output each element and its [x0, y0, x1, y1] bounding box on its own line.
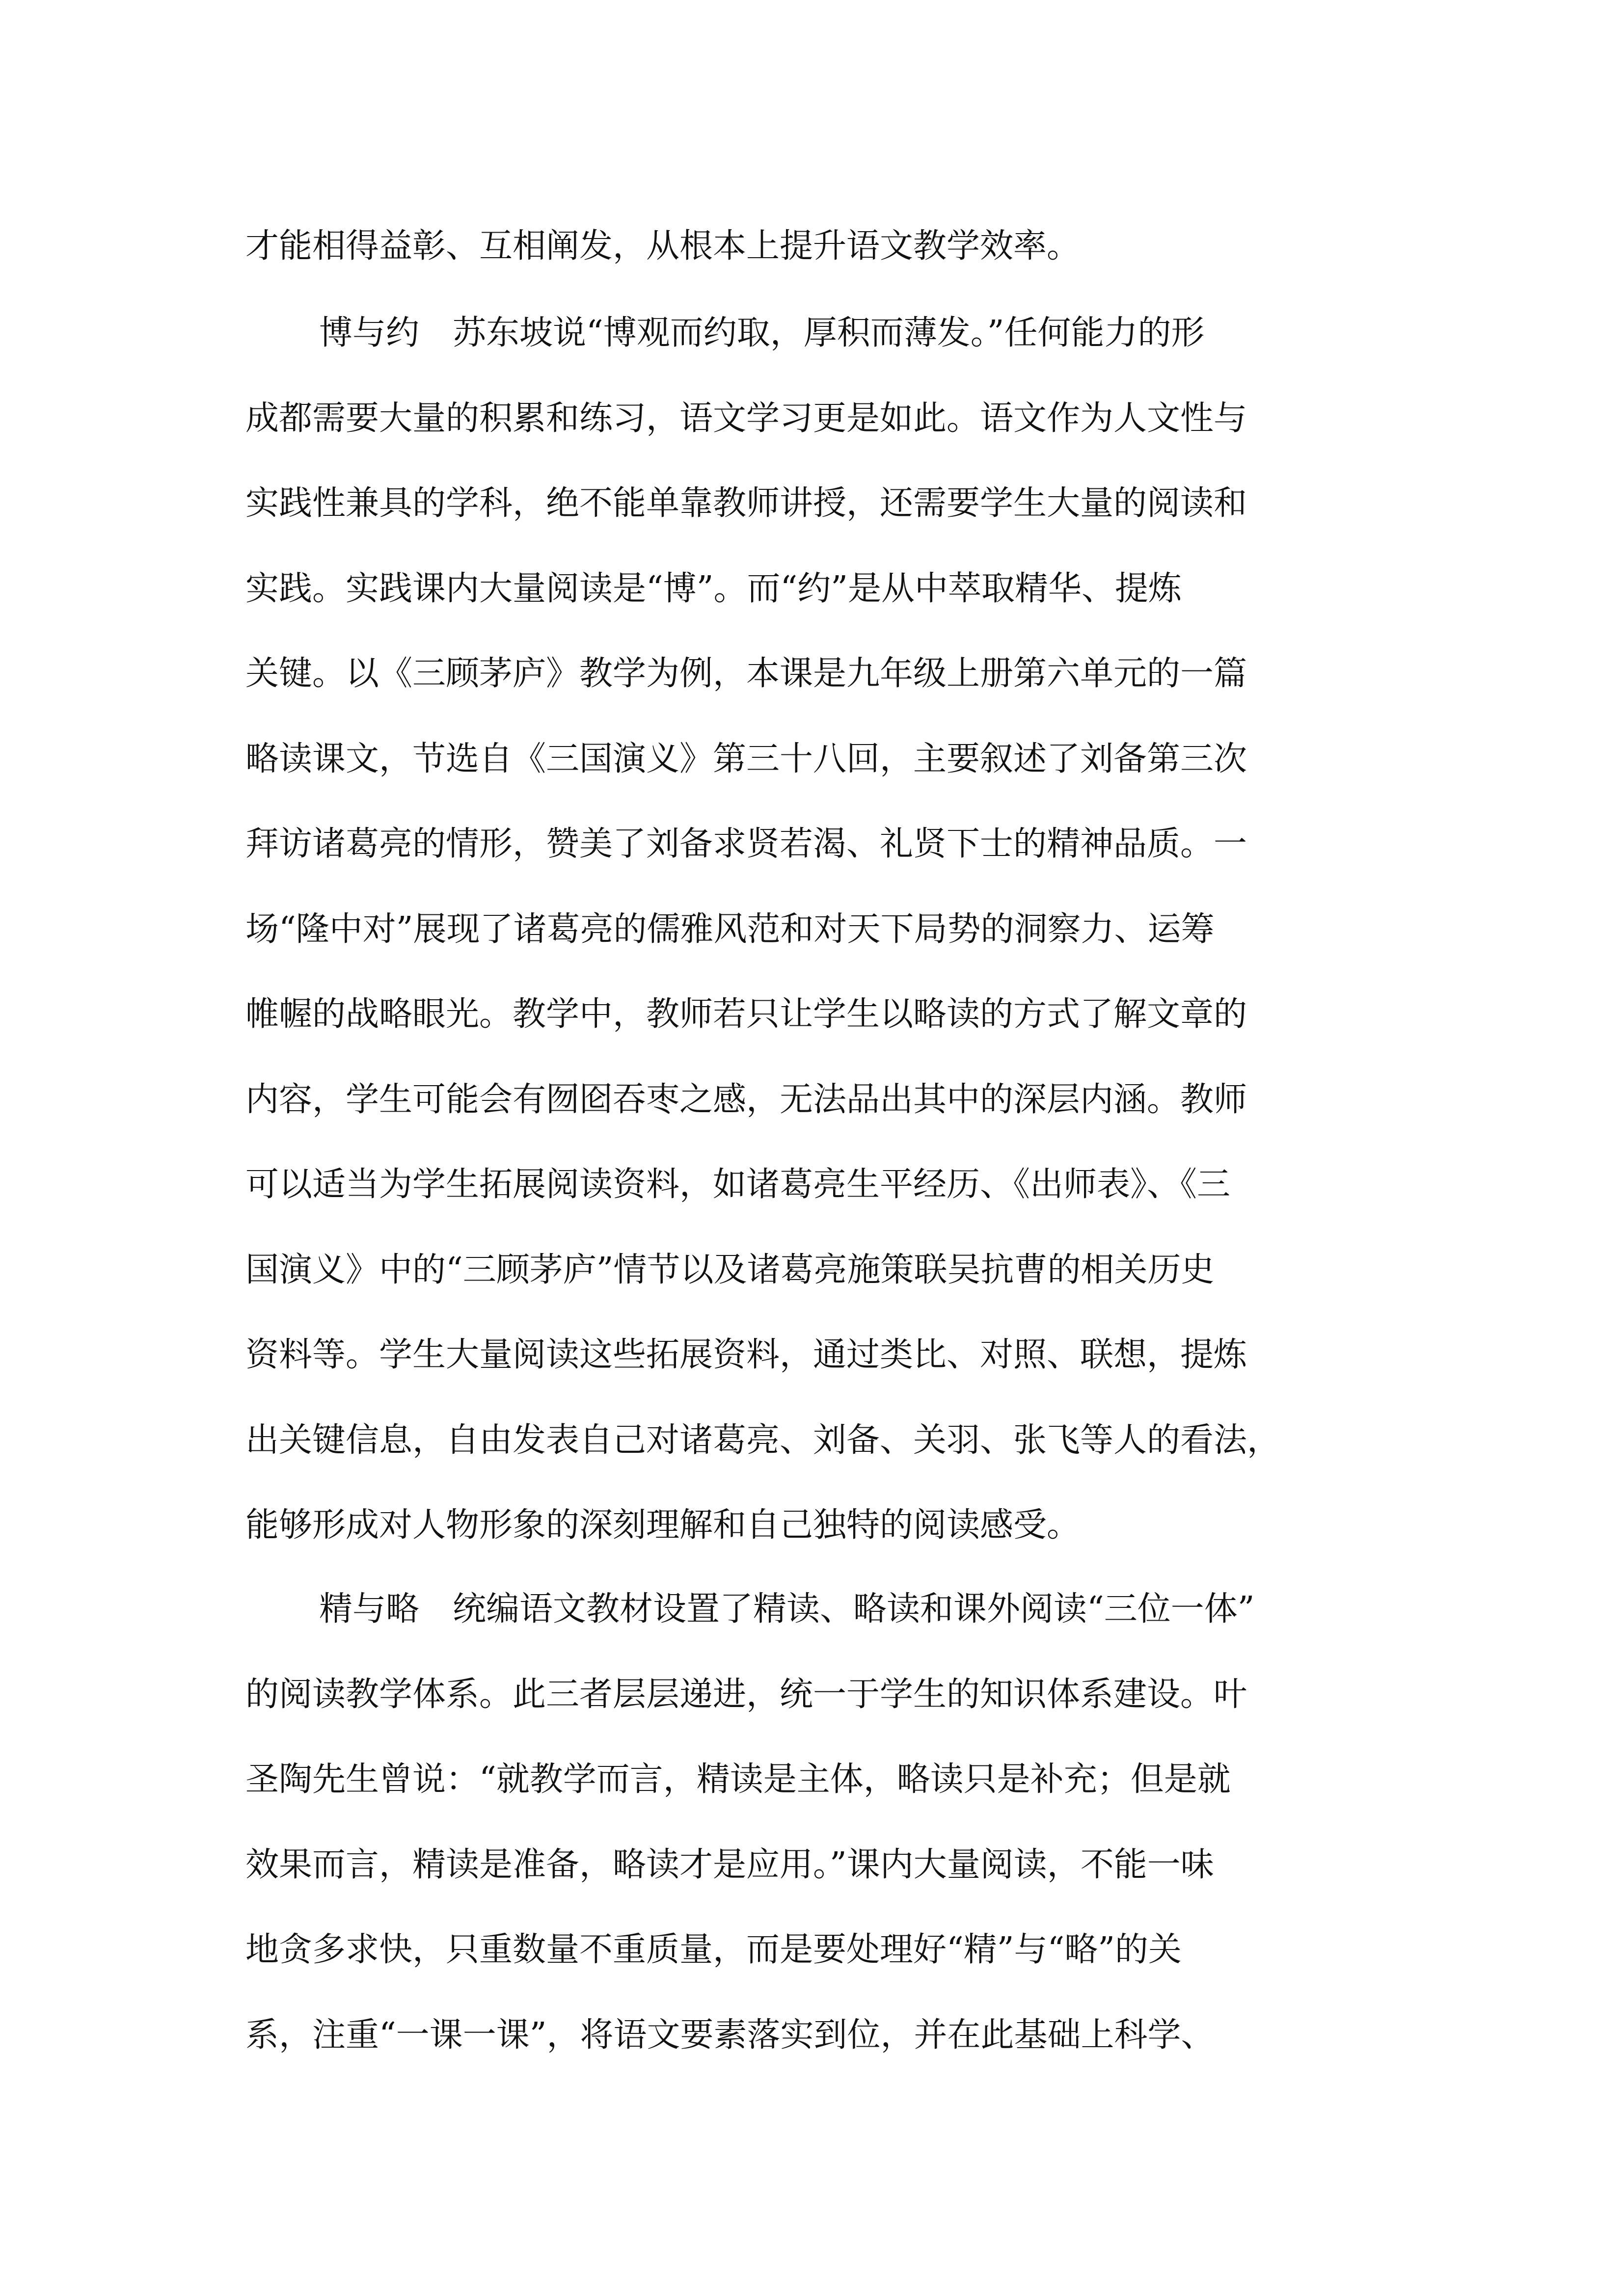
text-line: 关键。以《三顾茅庐》教学为例，本课是九年级上册第六单元的一篇	[245, 654, 1247, 693]
text-line: 博与约 苏东坡说“博观而约取，厚积而薄发。”任何能力的形	[319, 314, 1205, 352]
text-line: 精与略 统编语文教材设置了精读、略读和课外阅读“三位一体”	[319, 1590, 1255, 1629]
text-line: 实践性兼具的学科，绝不能单靠教师讲授，还需要学生大量的阅读和	[245, 484, 1247, 523]
text-line: 帷幄的战略眼光。教学中，教师若只让学生以略读的方式了解文章的	[245, 995, 1247, 1034]
text-line: 成都需要大量的积累和练习，语文学习更是如此。语文作为人文性与	[245, 399, 1247, 438]
text-line: 资料等。学生大量阅读这些拓展资料，通过类比、对照、联想，提炼	[245, 1335, 1247, 1374]
paragraph-bo-yu-yue	[245, 291, 1389, 1568]
paragraph-continuation	[245, 204, 1389, 289]
text-line: 的阅读教学体系。此三者层层递进，统一于学生的知识体系建设。叶	[245, 1675, 1247, 1714]
text-line: 能够形成对人物形象的深刻理解和自己独特的阅读感受。	[245, 1506, 1081, 1545]
text-line: 出关键信息，自由发表自己对诸葛亮、刘备、关羽、张飞等人的看法，	[245, 1420, 1281, 1460]
text-line: 略读课文，节选自《三国演义》第三十八回，主要叙述了刘备第三次	[245, 739, 1247, 778]
text-line: 可以适当为学生拓展阅读资料，如诸葛亮生平经历、《出师表》、《三	[245, 1165, 1231, 1204]
text-line: 国演义》中的“三顾茅庐”情节以及诸葛亮施策联吴抗曹的相关历史	[245, 1250, 1215, 1289]
text-line: 才能相得益彰、互相阐发，从根本上提升语文教学效率。	[245, 227, 1081, 266]
text-line: 效果而言，精读是准备，略读才是应用。”课内大量阅读，不能一味	[245, 1845, 1214, 1884]
text-line: 实践。实践课内大量阅读是“博”。而“约”是从中萃取精华、提炼	[245, 569, 1182, 608]
text-line: 内容，学生可能会有囫囵吞枣之感，无法品出其中的深层内涵。教师	[245, 1080, 1247, 1119]
text-line: 拜访诸葛亮的情形，赞美了刘备求贤若渴、礼贤下士的精神品质。一	[245, 825, 1247, 863]
text-line: 系，注重“一课一课”，将语文要素落实到位，并在此基础上科学、	[245, 2015, 1215, 2055]
paragraph-jing-yu-lue	[245, 1567, 1389, 2078]
text-line: 场“隆中对”展现了诸葛亮的儒雅风范和对天下局势的洞察力、运筹	[245, 909, 1215, 949]
text-line: 地贪多求快，只重数量不重质量，而是要处理好“精”与“略”的关	[245, 1930, 1182, 1969]
text-line: 圣陶先生曾说：“就教学而言，精读是主体，略读只是补充；但是就	[245, 1760, 1231, 1799]
